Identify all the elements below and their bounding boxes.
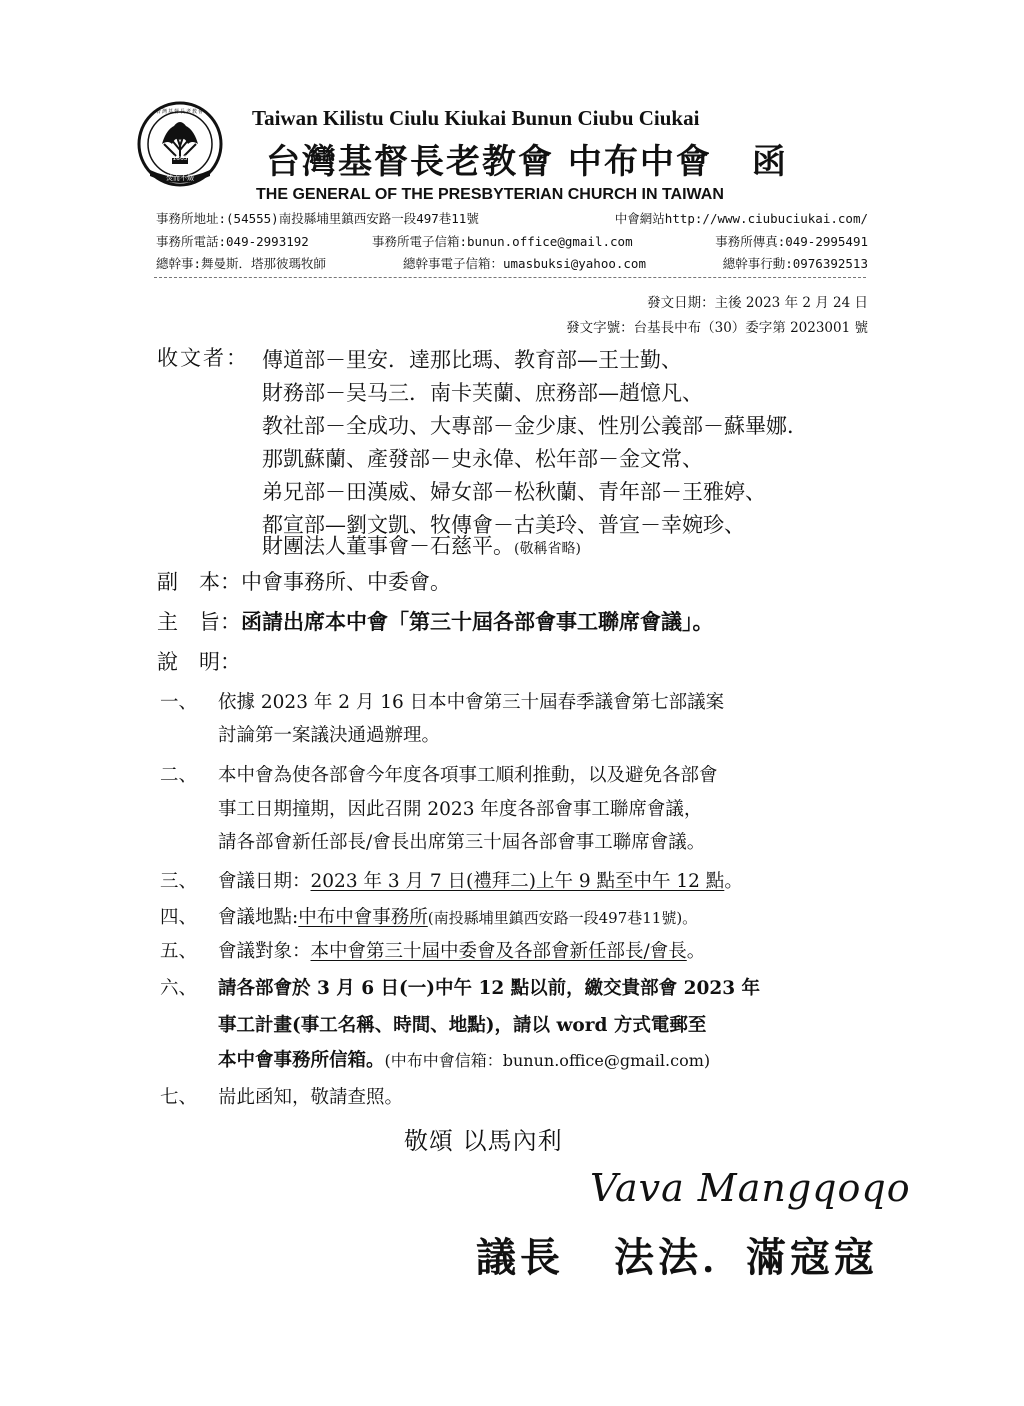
document-number: 發文字號：台基長中布（30）委字第 2023001 號 — [566, 320, 868, 336]
issue-date: 發文日期：主後 2023 年 2 月 24 日 — [647, 295, 868, 311]
signatory-name: 法法．滿寇寇 — [614, 1234, 878, 1281]
cc-line — [157, 566, 451, 596]
recipient-line: 都宣部—劉文凱、牧傳會－古美玲、普宣－幸婉珍、 — [262, 513, 745, 537]
secretary-email[interactable]: 總幹事電子信箱：umasbuksi@yahoo.com — [403, 256, 646, 271]
recipients-label: 收文者： — [157, 346, 249, 370]
item-number: 一、 — [160, 692, 198, 713]
church-english-subtitle: THE GENERAL OF THE PRESBYTERIAN CHURCH IN TAIWAN — [256, 186, 724, 203]
item-number: 三、 — [160, 871, 198, 892]
subject-line — [157, 606, 714, 636]
item-text: 耑此函知，敬請查照。 — [218, 1087, 404, 1108]
office-email[interactable]: 事務所電子信箱:bunun.office@gmail.com — [372, 234, 633, 249]
office-mailbox-note: (中布中會信箱：bunun.office@gmail.com) — [384, 1051, 711, 1070]
recipient-line: 財團法人董事會－石慈平。 — [262, 534, 514, 558]
item-number: 六、 — [160, 978, 198, 999]
subject-label: 主 旨： — [157, 610, 241, 634]
closing-greeting: 敬頌 以馬內利 — [404, 1127, 563, 1155]
meeting-attendees-value: 本中會第三十屆中委會及各部會新任部長/會長 — [310, 941, 687, 962]
item-number: 二、 — [160, 765, 198, 786]
item-text-with-note — [218, 1046, 710, 1072]
honorific-note: (敬稱省略) — [514, 541, 581, 557]
meeting-date-value: 2023 年 3 月 7 日(禮拜二)上午 9 點至中午 12 點 — [310, 871, 725, 892]
meeting-location — [218, 903, 697, 929]
cc-label: 副 本： — [157, 570, 241, 594]
recipient-line: 那凱蘇蘭、產發部－史永偉、松年部－金文常、 — [262, 447, 703, 471]
item-number: 四、 — [160, 907, 198, 928]
signatory — [476, 1226, 878, 1283]
logo-ring-text: 台灣基督長老教會 — [155, 109, 205, 115]
item-text: 本中會為使各部會今年度各項事工順利推動，以及避免各部會 — [218, 765, 718, 786]
meeting-date — [218, 867, 743, 893]
handwritten-signature: Vava Mangqoqo — [590, 1166, 911, 1210]
cc-text: 中會事務所、中委會。 — [241, 570, 451, 594]
burning-bush-logo-icon — [136, 100, 248, 188]
item-text: 請各部會於 3 月 6 日(一)中午 12 點以前，繳交貴部會 2023 年 — [218, 978, 761, 999]
church-chinese-name-text: 台灣基督長老教會 中布中會 — [266, 142, 712, 182]
meeting-attendees-end: 。 — [686, 941, 706, 962]
explanation-label: 說 明： — [157, 650, 241, 674]
meeting-attendees — [218, 937, 705, 963]
office-address: 事務所地址:(54555)南投縣埔里鎮西安路一段497巷11號 — [156, 211, 479, 226]
church-chinese-name — [266, 134, 788, 183]
office-fax: 事務所傳真:049-2995491 — [715, 234, 868, 249]
logo-motto: 焚而不燬 — [166, 174, 194, 182]
secretary-mobile: 總幹事行動:0976392513 — [722, 256, 868, 271]
meeting-date-label: 會議日期： — [218, 871, 311, 892]
item-number: 五、 — [160, 941, 198, 962]
item-text: 事工計畫(事工名稱、時間、地點)，請以 word 方式電郵至 — [218, 1015, 707, 1036]
recipient-line: 傳道部－里安．達那比瑪、教育部—王士勤、 — [262, 348, 682, 372]
general-secretary: 總幹事:舞曼斯．塔那彼瑪牧師 — [156, 256, 327, 271]
recipient-line: 財務部－吴马三．南卡芙蘭、庶務部—趙憶凡、 — [262, 381, 703, 405]
office-phone: 事務所電話:049-2993192 — [156, 234, 309, 249]
meeting-location-value: 中布中會事務所 — [298, 907, 428, 928]
item-text: 請各部會新任部長/會長出席第三十屆各部會事工聯席會議。 — [218, 832, 706, 853]
item-text: 本中會事務所信箱。 — [218, 1050, 385, 1071]
item-text: 依據 2023 年 2 月 16 日本中會第三十屆春季議會第七部議案 — [218, 692, 725, 713]
website-link[interactable]: 中會網站http://www.ciubuciukai.com/ — [614, 211, 868, 226]
church-english-name: Taiwan Kilistu Ciulu Kiukai Bunun Ciubu Ciukai — [252, 106, 700, 130]
meeting-date-end: 。 — [724, 871, 743, 892]
meeting-attendees-label: 會議對象： — [218, 941, 311, 962]
item-text: 討論第一案議決通過辦理。 — [218, 725, 441, 746]
recipient-line-last — [262, 530, 581, 560]
subject-text: 函請出席本中會「第三十屆各部會事工聯席會議」。 — [241, 609, 714, 634]
recipient-line: 弟兄部－田漢威、婦女部－松秋蘭、青年部－王雅婷、 — [262, 480, 766, 504]
item-number: 七、 — [160, 1087, 198, 1108]
header-divider — [154, 277, 866, 278]
doc-type: 函 — [751, 142, 788, 182]
church-logo — [136, 100, 248, 188]
item-text: 事工日期撞期，因此召開 2023 年度各部會事工聯席會議， — [218, 799, 703, 820]
recipient-line: 教社部－全成功、大專部－金少康、性別公義部－蘇畢娜． — [262, 414, 808, 438]
logo-year: 1865 — [172, 155, 188, 162]
meeting-location-label: 會議地點: — [218, 907, 299, 928]
meeting-location-note: (南投縣埔里鎮西安路一段497巷11號)。 — [427, 909, 698, 927]
signatory-title: 議長 — [476, 1234, 564, 1281]
